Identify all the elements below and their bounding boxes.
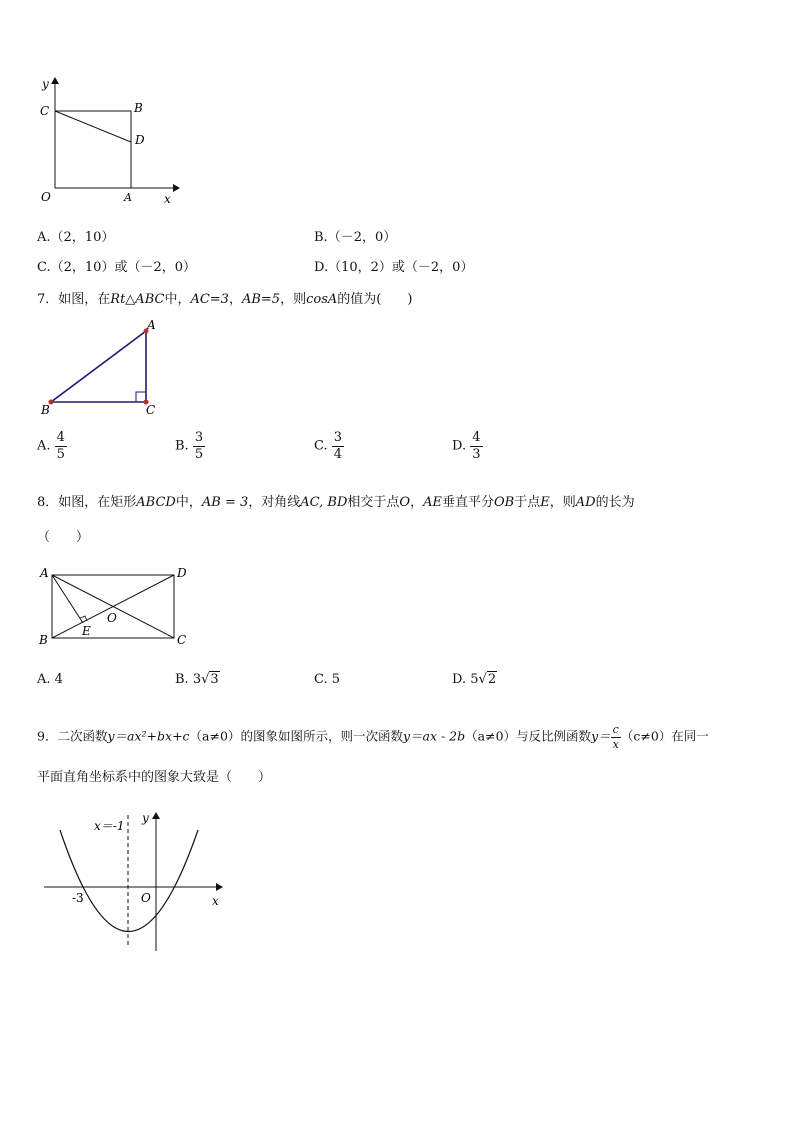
fraction-c-over-x: $\frac{c}{x}$ xyxy=(612,723,619,751)
label-C: C xyxy=(40,104,50,118)
q7-option-d[interactable]: D. $\frac{4}{3}$ xyxy=(452,430,481,462)
label-neg3: -3 xyxy=(72,891,84,905)
q8-option-a[interactable]: A. 4 xyxy=(37,672,63,687)
option-letter: A. xyxy=(37,230,51,245)
label-E: E xyxy=(82,624,91,638)
figure-q6-coordinate-rectangle xyxy=(28,70,188,210)
fraction: $\frac{3}{4}$ xyxy=(333,430,343,462)
label-A: A xyxy=(40,566,49,580)
label-x: x xyxy=(212,894,219,908)
q8-option-d[interactable]: D. 5√2 xyxy=(452,672,497,687)
label-x: x xyxy=(164,192,171,206)
label-y: y xyxy=(142,811,149,825)
option-text: （－2，0） xyxy=(327,230,397,245)
label-B: B xyxy=(39,633,48,647)
option-text: （2，10）或（－2，0） xyxy=(50,260,196,275)
fraction: $\frac{4}{3}$ xyxy=(472,430,481,462)
q6-option-c[interactable] xyxy=(37,261,196,274)
fraction: $\frac{4}{5}$ xyxy=(56,430,65,462)
q8-option-b[interactable]: B. 3√3 xyxy=(175,672,219,687)
figure-q7-right-triangle xyxy=(36,316,166,416)
option-letter: B. xyxy=(314,230,328,245)
q9-stem: 9．二次函数y＝ax²+bx+c（a≠0）的图象如图所示，则一次函数y＝ax - 2b（a≠0）与反比例函数y＝ $\frac{c}{x}$ （c≠0）在同一 xyxy=(37,723,709,751)
label-x-eq-neg1: x＝-1 xyxy=(94,819,125,833)
q8-answer-paren: （ ） xyxy=(37,530,90,545)
label-O: O xyxy=(41,190,51,204)
label-C: C xyxy=(177,633,187,647)
question-number: 9． xyxy=(37,728,58,744)
label-B: B xyxy=(134,101,143,115)
q8-option-c[interactable]: C. 5 xyxy=(314,672,341,687)
q7-option-a[interactable]: A. $\frac{4}{5}$ xyxy=(37,430,65,462)
fraction: $\frac{3}{5}$ xyxy=(194,430,204,462)
label-D: D xyxy=(177,566,187,580)
q7-option-c[interactable]: C. $\frac{3}{4}$ xyxy=(314,430,343,462)
q7-option-b[interactable]: B. $\frac{3}{5}$ xyxy=(175,430,204,462)
label-y: y xyxy=(42,77,49,91)
question-number: 8． xyxy=(37,495,59,510)
label-O: O xyxy=(141,891,151,905)
option-letter: D. xyxy=(314,260,329,275)
label-A: A xyxy=(124,191,132,204)
option-text: （10，2）或（－2，0） xyxy=(328,260,474,275)
label-C: C xyxy=(146,403,156,416)
label-D: D xyxy=(135,133,145,147)
q7-stem: 7．如图，在Rt△ABC中，AC=3，AB=5，则cosA的值为( ) xyxy=(37,292,413,307)
option-text: （2，10） xyxy=(50,230,115,245)
q9-stem-line2: 平面直角坐标系中的图象大致是（ ） xyxy=(37,770,272,785)
label-B: B xyxy=(41,403,50,416)
q8-stem: 8．如图，在矩形ABCD中，AB = 3，对角线AC, BD相交于点O，AE垂直平分OB于点E，则AD的长为 xyxy=(37,495,635,510)
q6-option-d[interactable] xyxy=(314,261,473,274)
q6-option-b[interactable] xyxy=(314,231,396,244)
figure-q8-rectangle-diagonals xyxy=(34,562,194,652)
option-letter: C. xyxy=(37,260,51,275)
q6-option-a[interactable] xyxy=(37,231,114,244)
label-O: O xyxy=(107,611,117,625)
figure-q9-parabola xyxy=(36,805,236,955)
label-A: A xyxy=(147,318,156,332)
question-number: 7． xyxy=(37,292,59,307)
